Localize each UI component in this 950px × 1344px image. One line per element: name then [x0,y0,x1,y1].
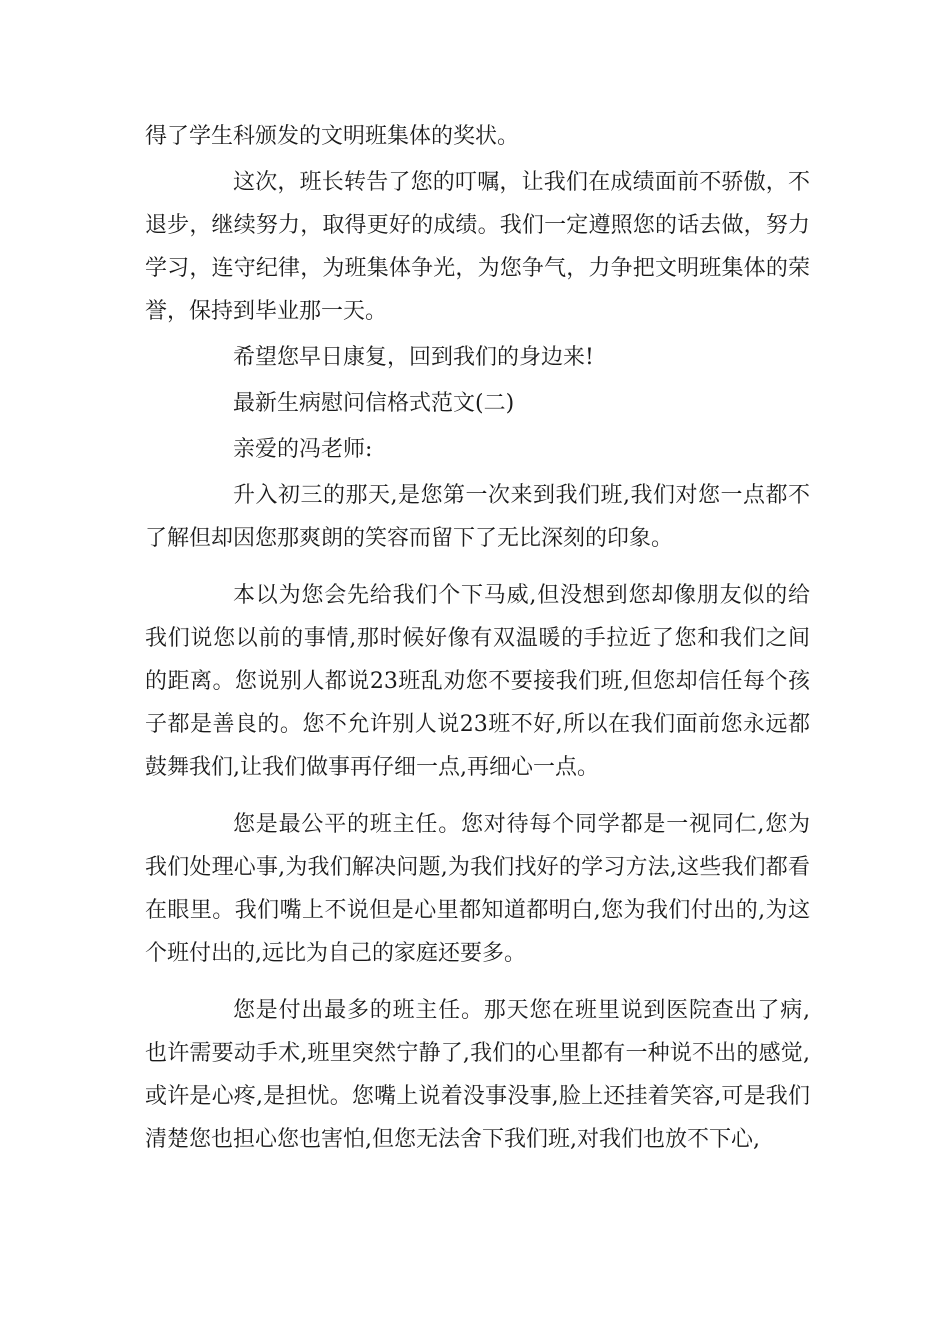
section-heading: 最新生病慰问信格式范文(二) [233,391,515,416]
paragraph-fairest-teacher: 您是最公平的班主任。您对待每个同学都是一视同仁,您为我们处理心事,为我们解决问题,为我们找好的学习方法,这些我们都看在眼里。我们嘴上不说但是心里都知道都明白,您为我们付出的,为这个班付出的,远比为自己的家庭还要多。 [145,812,810,966]
paragraph-monitor-message: 这次，班长转告了您的叮嘱，让我们在成绩面前不骄傲，不退步，继续努力，取得更好的成绩。我们一定遵照您的话去做，努力学习，连守纪律，为班集体争光，为您争气，力争把文明班集体的荣誉，保持到毕业那一天。 [145,170,810,324]
paragraph-get-well-wish: 希望您早日康复，回到我们的身边来! [233,345,594,370]
salutation: 亲爱的冯老师: [233,437,373,462]
paragraph-like-a-friend: 本以为您会先给我们个下马威,但没想到您却像朋友似的给我们说您以前的事情,那时候好像有双温暖的手拉近了您和我们之间的距离。您说别人都说23班乱劝您不要接我们班,但您却信任每个孩子都是善良的。您不允许别人说23班不好,所以在我们面前您永远都鼓舞我们,让我们做事再仔细一点,再细心一点。 [145,583,810,780]
document-body [145,115,810,1161]
paragraph-award-ending: 得了学生科颁发的文明班集体的奖状。 [145,124,520,149]
paragraph-most-devoted-teacher: 您是付出最多的班主任。那天您在班里说到医院查出了病,也许需要动手术,班里突然宁静了,我们的心里都有一种说不出的感觉,或许是心疼,是担忧。您嘴上说着没事没事,脸上还挂着笑容,可是我们清楚您也担心您也害怕,但您无法舍下我们班,对我们也放不下心, [145,998,810,1152]
paragraph-first-day: 升入初三的那天,是您第一次来到我们班,我们对您一点都不了解但却因您那爽朗的笑容而留下了无比深刻的印象。 [145,483,810,551]
